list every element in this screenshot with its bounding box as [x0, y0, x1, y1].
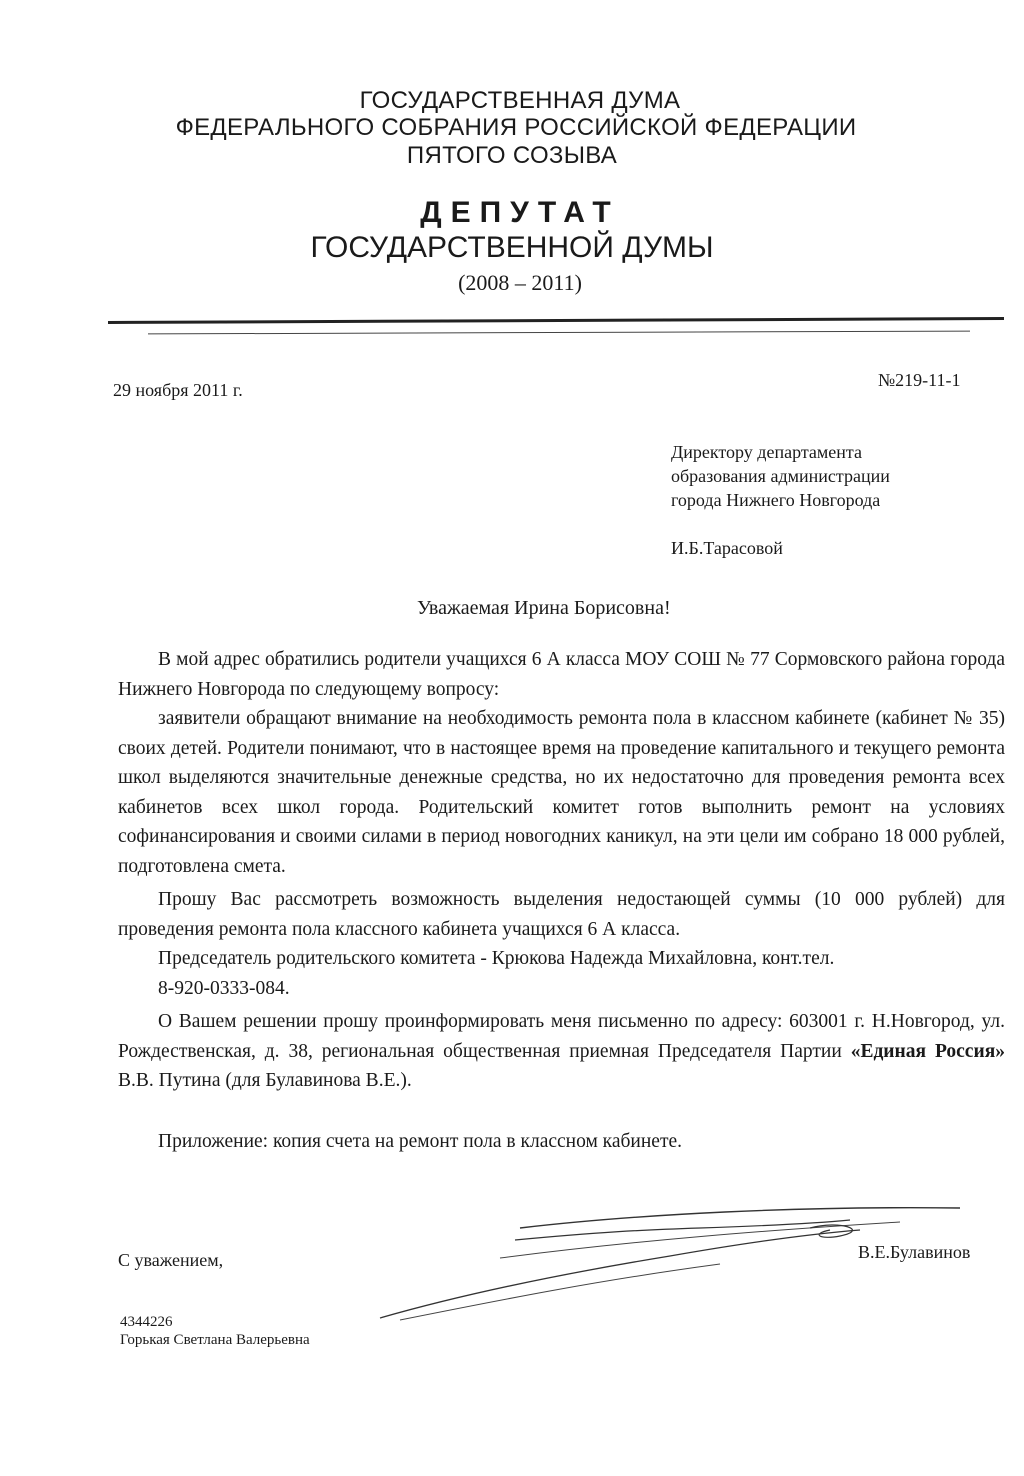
party-name: «Единая Россия» [850, 1040, 1005, 1062]
body-paragraph-3 [118, 885, 1005, 944]
header-divider-thick [108, 317, 1004, 324]
body-paragraph-4-text: Председатель родительского комитета - Крюкова Надежда Михайловна, конт.тел. [158, 948, 835, 969]
addressee-line2: образования администрации [671, 466, 890, 486]
body-paragraph-5-end: В.В. Путина (для Булавинова В.Е.). [118, 1070, 412, 1091]
letter-date: 29 ноября 2011 г. [113, 380, 243, 400]
handwritten-signature [340, 1200, 980, 1330]
body-paragraph-1 [118, 645, 1005, 704]
body-paragraph-5-start: О Вашем решении прошу проинформировать меня письменно по адресу: 603001 г. Н.Новгород, ул. Рождественская, д. 38, региональная общественная приемная Председателя Партии [118, 1011, 1005, 1062]
header-divider-thin [148, 331, 970, 335]
letter-number: №219-11-1 [878, 370, 961, 390]
body-paragraph-5 [118, 1007, 1005, 1096]
duma-title: ГОСУДАРСТВЕННОЙ ДУМЫ [310, 231, 714, 264]
header-convocation: ПЯТОГО СОЗЫВА [406, 142, 618, 169]
salutation: Уважаемая Ирина Борисовна! [417, 597, 671, 619]
addressee-line3: города Нижнего Новгорода [671, 490, 881, 510]
deputat-title: ДЕПУТАТ [420, 196, 620, 229]
addressee-line1: Директору департамента [671, 442, 862, 462]
document-code: 4344226 [120, 1314, 173, 1330]
body-paragraph-4 [118, 944, 1005, 974]
addressee-name: И.Б.Тарасовой [671, 538, 783, 558]
executor-name: Горькая Светлана Валерьевна [120, 1332, 310, 1348]
header-duma: ГОСУДАРСТВЕННАЯ ДУМА [359, 87, 681, 114]
header-federal-assembly: ФЕДЕРАЛЬНОГО СОБРАНИЯ РОССИЙСКОЙ ФЕДЕРАЦИИ [175, 114, 857, 141]
body-paragraph-2-text: заявители обращают внимание на необходимость ремонта пола в классном кабинете (кабинет № 35) своих детей. Родители понимают, что в настоящее время на проведение капитального и текущего ремонта школ выделяются значительные денежные средства, но их недостаточно для проведения ремонта всех кабинетов всех школ города. Родительский комитет готов выполнить ремонт на условиях софинансирования и своими силами в период новогодних каникул, на эти цели им собрано 18 000 рублей, подготовлена смета. [118, 708, 1005, 877]
signer-name: В.Е.Булавинов [858, 1242, 971, 1262]
body-paragraph-2 [118, 704, 1005, 881]
attachment-note-text: Приложение: копия счета на ремонт пола в классном кабинете. [158, 1131, 683, 1152]
body-paragraph-3-text: Прошу Вас рассмотреть возможность выделения недостающей суммы (10 000 рублей) для проведения ремонта пола классного кабинета учащихся 6 А класса. [118, 889, 1005, 940]
contact-phone-text: 8-920-0333-084. [158, 978, 290, 999]
attachment-note [118, 1127, 1005, 1157]
closing-regards: С уважением, [118, 1250, 224, 1270]
term-years: (2008 – 2011) [458, 270, 582, 295]
contact-phone [118, 974, 1005, 1004]
body-paragraph-1-text: В мой адрес обратились родители учащихся 6 А класса МОУ СОШ № 77 Сормовского района города Нижнего Новгорода по следующему вопросу: [118, 649, 1005, 700]
